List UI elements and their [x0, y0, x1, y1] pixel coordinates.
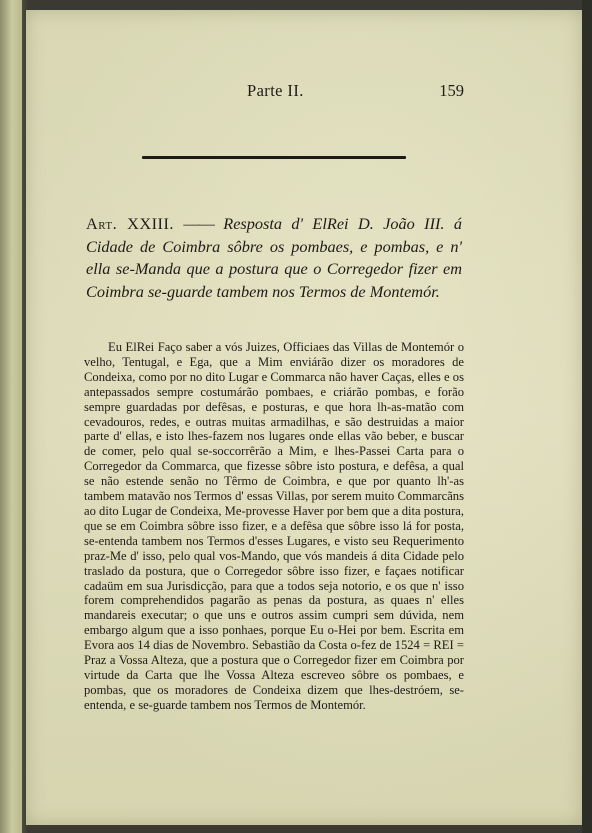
- article-title: Resposta d' ElRei D. João III. á Cidade de Coimbra sôbre os pombaes, e pombas, e n' ella se-Manda que a postura que o Corregedor fizer em Coimbra se-guarde tambem nos Termos de Montemór.: [86, 214, 462, 301]
- book-page: [26, 10, 582, 825]
- body-text: [84, 340, 464, 713]
- body-paragraph: Eu ElRei Faço saber a vós Juizes, Officiaes das Villas de Montemór o velho, Tentugal, e Ega, que a Mim enviárão dizer os moradores de Condeixa, como por no dito Lugar e Commarca não haver Caças, elles e os antepassados sempre costumárão pombaes, e criárão pombas, e forão sempre guardadas por defêsas, e posturas, e que hora lh-as-matão com cevadouros, redes, e outras muitas armadilhas, e são destruidas a maior parte d' ellas, e isto lhes-fazem nos lugares onde ellas vão beber, e buscar de comer, pelo qual se-soccorrêrão a Mim, e lhes-Passei Carta para o Corregedor da Commarca, que fizesse sôbre isto postura, e defêsa, a qual se não estende senão no Têrmo de Coimbra, e que por quanto lh'-as tambem matavão nos Termos d' essas Villas, por serem muito Commarcãns ao dito Lugar de Condeixa, Me-provesse Haver por bem que a dita postura, que se em Coimbra sôbre isso fizer, e a defêsa que sôbre isso lá for posta, se-entenda tambem nos Termos d'esses Lugares, e visto seu Requerimento praz-Me d' isso, pelo qual vos-Mando, que vós mandeis á dita Cidade pelo traslado da postura, que o Corregedor sôbre isso fizer, e façaes notificar cadaüm em sua Jurisdicção, para que a todos seja notorio, e os que n' isso forem comprehendidos pagarão as penas da postura, as quaes n' elles mandareis executar; o que uns e outros assim cumpri sem dúvida, nem embargo algum que a isso ponhaes, porque Eu o-Hei por bem. Escrita em Evora aos 14 dias de Novembro. Sebastião da Costa o-fez de 1524 = REI = Praz a Vossa Alteza, que a postura que o Corregedor fizer em Coimbra por virtude da Carta que lhe Vossa Alteza escreveo sôbre os pombaes, e pombas, que os moradores de Condeixa dizem que lhes-destróem, se-entenda, e se-guarde tambem nos Termos de Montemór.: [84, 340, 464, 712]
- header-rule: [142, 156, 406, 159]
- article-heading: [86, 213, 462, 303]
- running-head: Parte II.: [247, 81, 304, 100]
- page-header: [26, 81, 582, 105]
- background-edge: [582, 0, 592, 833]
- article-dash: ——: [183, 214, 214, 233]
- page-number: 159: [439, 81, 464, 100]
- article-label: Art. XXIII.: [86, 214, 174, 233]
- adjacent-page-edge: [0, 0, 22, 833]
